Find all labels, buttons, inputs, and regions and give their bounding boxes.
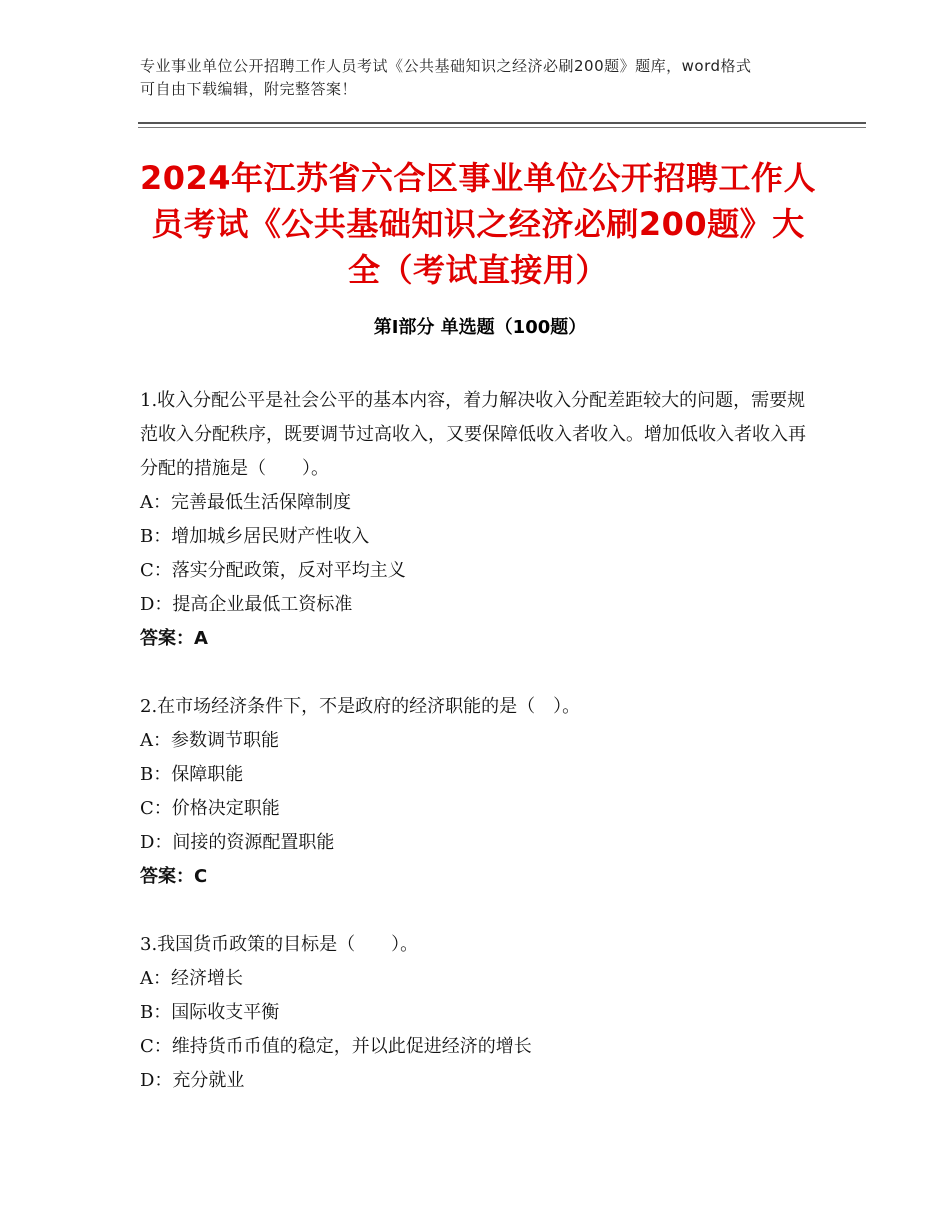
option-b: B：国际收支平衡	[140, 1002, 280, 1023]
question-list	[140, 384, 810, 1098]
answer-line: 答案：A	[140, 628, 208, 649]
question-stem: 3.我国货币政策的目标是（ ）。	[140, 934, 419, 955]
option-b: B：保障职能	[140, 764, 244, 785]
option-d: D：充分就业	[140, 1070, 245, 1091]
option-a: A：完善最低生活保障制度	[140, 492, 351, 513]
option-a: A：参数调节职能	[140, 730, 279, 751]
question-stem: 2.在市场经济条件下，不是政府的经济职能的是（ ）。	[140, 696, 581, 717]
option-c: C：价格决定职能	[140, 798, 280, 819]
option-a: A：经济增长	[140, 968, 243, 989]
header-rule-thick	[138, 122, 866, 124]
question-3	[140, 928, 810, 1098]
option-c: C：维持货币币值的稳定，并以此促进经济的增长	[140, 1036, 532, 1057]
section-heading: 第Ⅰ部分 单选题（100题）	[373, 317, 587, 338]
option-d: D：间接的资源配置职能	[140, 832, 335, 853]
header-rule-thin	[138, 127, 866, 128]
question-1	[140, 384, 810, 656]
answer-line: 答案：C	[140, 866, 208, 887]
option-b: B：增加城乡居民财产性收入	[140, 526, 370, 547]
question-stem: 1.收入分配公平是社会公平的基本内容，着力解决收入分配差距较大的问题，需要规范收入分配秩序，既要调节过高收入，又要保障低收入者收入。增加低收入者收入再分配的措施是（ ）。	[140, 390, 806, 479]
document-title: 2024年江苏省六合区事业单位公开招聘工作人员考试《公共基础知识之经济必刷200题》大全（考试直接用）	[139, 159, 817, 289]
header-note: 专业事业单位公开招聘工作人员考试《公共基础知识之经济必刷200题》题库，word格式可自由下载编辑，附完整答案！	[140, 57, 752, 98]
option-c: C：落实分配政策，反对平均主义	[140, 560, 406, 581]
option-d: D：提高企业最低工资标准	[140, 594, 353, 615]
question-2	[140, 690, 810, 894]
